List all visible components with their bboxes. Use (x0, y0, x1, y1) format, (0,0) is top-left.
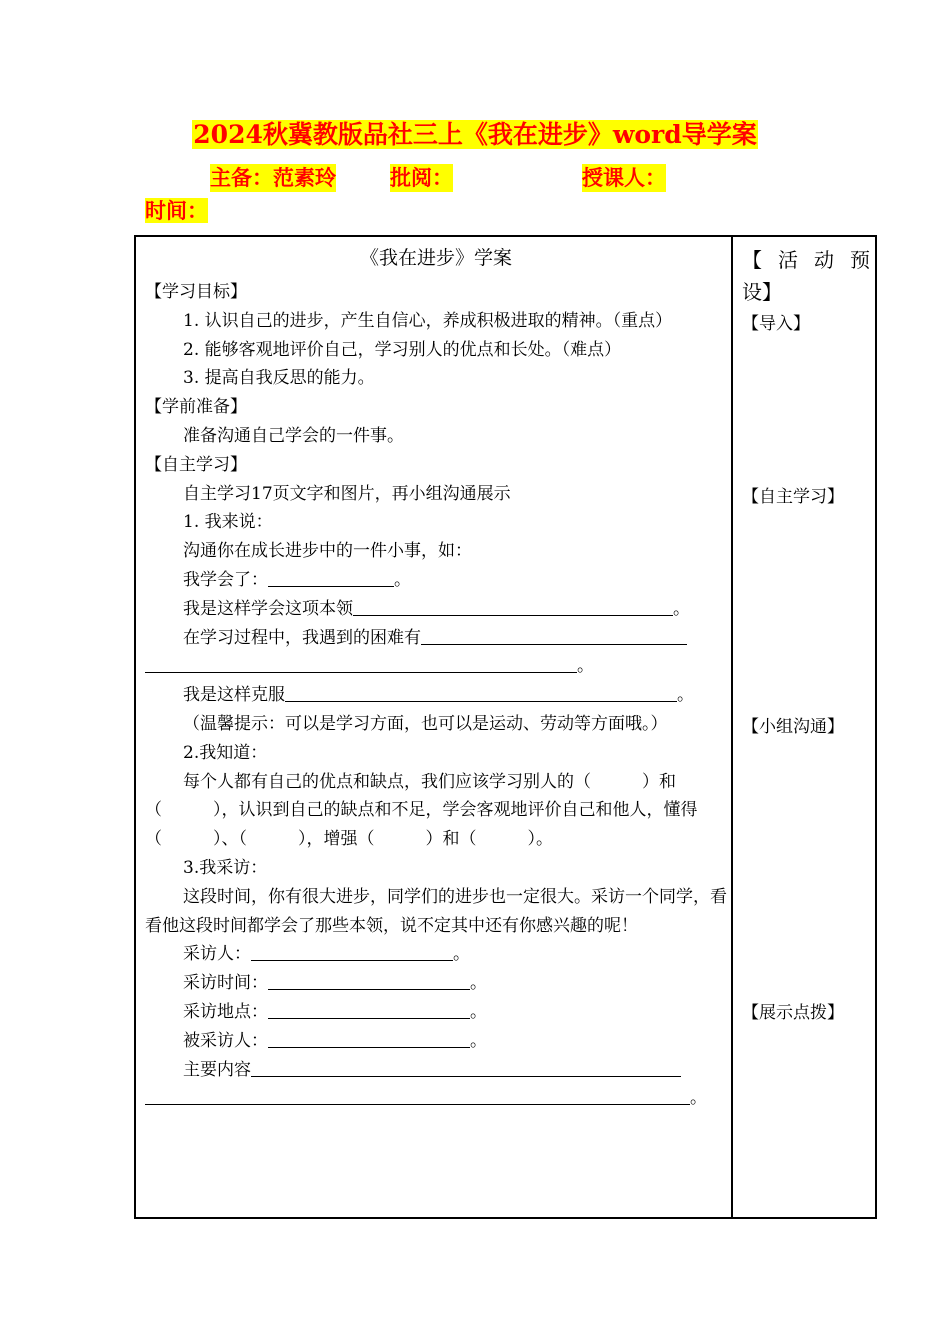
main-content-field-cont (145, 1084, 727, 1113)
period: 。 (673, 598, 690, 619)
section-prep: 【学前准备】 (145, 397, 247, 418)
answer-label: 我是这样学会这项本领 (183, 598, 353, 619)
side-label-group: 【小组沟通】 (742, 717, 844, 737)
fill-blank[interactable] (268, 1029, 470, 1048)
period: 。 (453, 944, 470, 965)
answer-label: 我是这样克服 (183, 685, 285, 706)
self-study-intro: 自主学习17页文字和图片，再小组沟通展示 (183, 483, 511, 504)
goal-item: 2. 能够客观地评价自己，学习别人的优点和长处。（难点） (183, 339, 622, 360)
field-label: 采访时间： (183, 973, 268, 994)
document-title (0, 120, 950, 150)
field-label: 主要内容 (183, 1059, 251, 1080)
zhubei-label: 主备：范素玲 (210, 165, 336, 190)
prep-text: 准备沟通自己学会的一件事。 (183, 425, 404, 446)
fill-blank[interactable] (268, 971, 470, 990)
field-label: 采访地点： (183, 1001, 268, 1022)
question-1-prompt: 沟通你在成长进步中的一件小事，如： (183, 541, 472, 562)
side-label-show: 【展示点拨】 (742, 1003, 844, 1023)
fill-blank[interactable] (251, 942, 453, 961)
field-label: 被采访人： (183, 1030, 268, 1051)
answer-line-overcome (145, 681, 727, 710)
side-label-intro: 【导入】 (742, 314, 810, 334)
period: 。 (470, 973, 487, 994)
activity-preset-heading: 【 活 动 预 设】 (742, 248, 870, 304)
study-plan-title: 《我在进步》学案 (359, 247, 512, 269)
field-label: 采访人： (183, 944, 251, 965)
title-text: 2024秋冀教版品社三上《我在进步》word导学案 (193, 120, 757, 149)
interviewer-field (145, 940, 727, 969)
fill-blank[interactable] (145, 654, 577, 673)
interview-time-field (145, 969, 727, 998)
answer-line-difficulty (145, 624, 727, 653)
fill-blank[interactable] (251, 1058, 681, 1077)
question-2-title: 2.我知道： (183, 742, 268, 763)
question-1-title: 1. 我来说： (183, 512, 273, 533)
question-3-text: 这段时间，你有很大进步，同学们的进步也一定很大。采访一个同学，看看他这段时间都学会了那些本领，说不定其中还有你感兴趣的呢！ (145, 886, 727, 936)
answer-line-learned (145, 566, 727, 595)
question-3-title: 3.我采访： (183, 857, 268, 878)
fill-blank[interactable] (353, 597, 673, 616)
fill-blank[interactable] (268, 568, 394, 587)
fill-blank[interactable] (285, 683, 677, 702)
time-label: 时间： (145, 198, 208, 223)
main-content-field (145, 1056, 727, 1085)
section-self-study: 【自主学习】 (145, 454, 247, 475)
answer-line-difficulty-cont (145, 652, 727, 681)
question-2-text: 每个人都有自己的优点和缺点，我们应该学习别人的（ ）和（ ），认识到自己的缺点和不足，学会客观地评价自己和他人，懂得（ ）、（ ），增强（ ）和（ ）。 (145, 771, 698, 850)
fill-blank[interactable] (268, 1000, 470, 1019)
fill-blank[interactable] (421, 626, 687, 645)
study-plan-column (145, 238, 727, 1113)
shouke-label: 授课人： (582, 165, 666, 190)
fill-blank[interactable] (145, 1086, 690, 1105)
period: 。 (470, 1030, 487, 1051)
answer-label: 我学会了： (183, 569, 268, 590)
period: 。 (677, 685, 694, 706)
time-line (145, 197, 208, 225)
section-goals: 【学习目标】 (145, 282, 247, 302)
tip-text: （温馨提示：可以是学习方面，也可以是运动、劳动等方面哦。） (183, 713, 668, 734)
goal-item: 3. 提高自我反思的能力。 (183, 368, 375, 389)
interview-place-field (145, 998, 727, 1027)
answer-line-method (145, 595, 727, 624)
period: 。 (577, 656, 594, 677)
column-divider (731, 235, 733, 1219)
period: 。 (690, 1088, 707, 1109)
piyue-label: 批阅： (390, 165, 453, 190)
interviewee-field (145, 1027, 727, 1056)
period: 。 (394, 569, 411, 590)
period: 。 (470, 1001, 487, 1022)
goal-item: 1. 认识自己的进步，产生自信心，养成积极进取的精神。（重点） (183, 310, 673, 331)
side-label-self-study: 【自主学习】 (742, 487, 844, 507)
answer-label: 在学习过程中，我遇到的困难有 (183, 627, 421, 648)
